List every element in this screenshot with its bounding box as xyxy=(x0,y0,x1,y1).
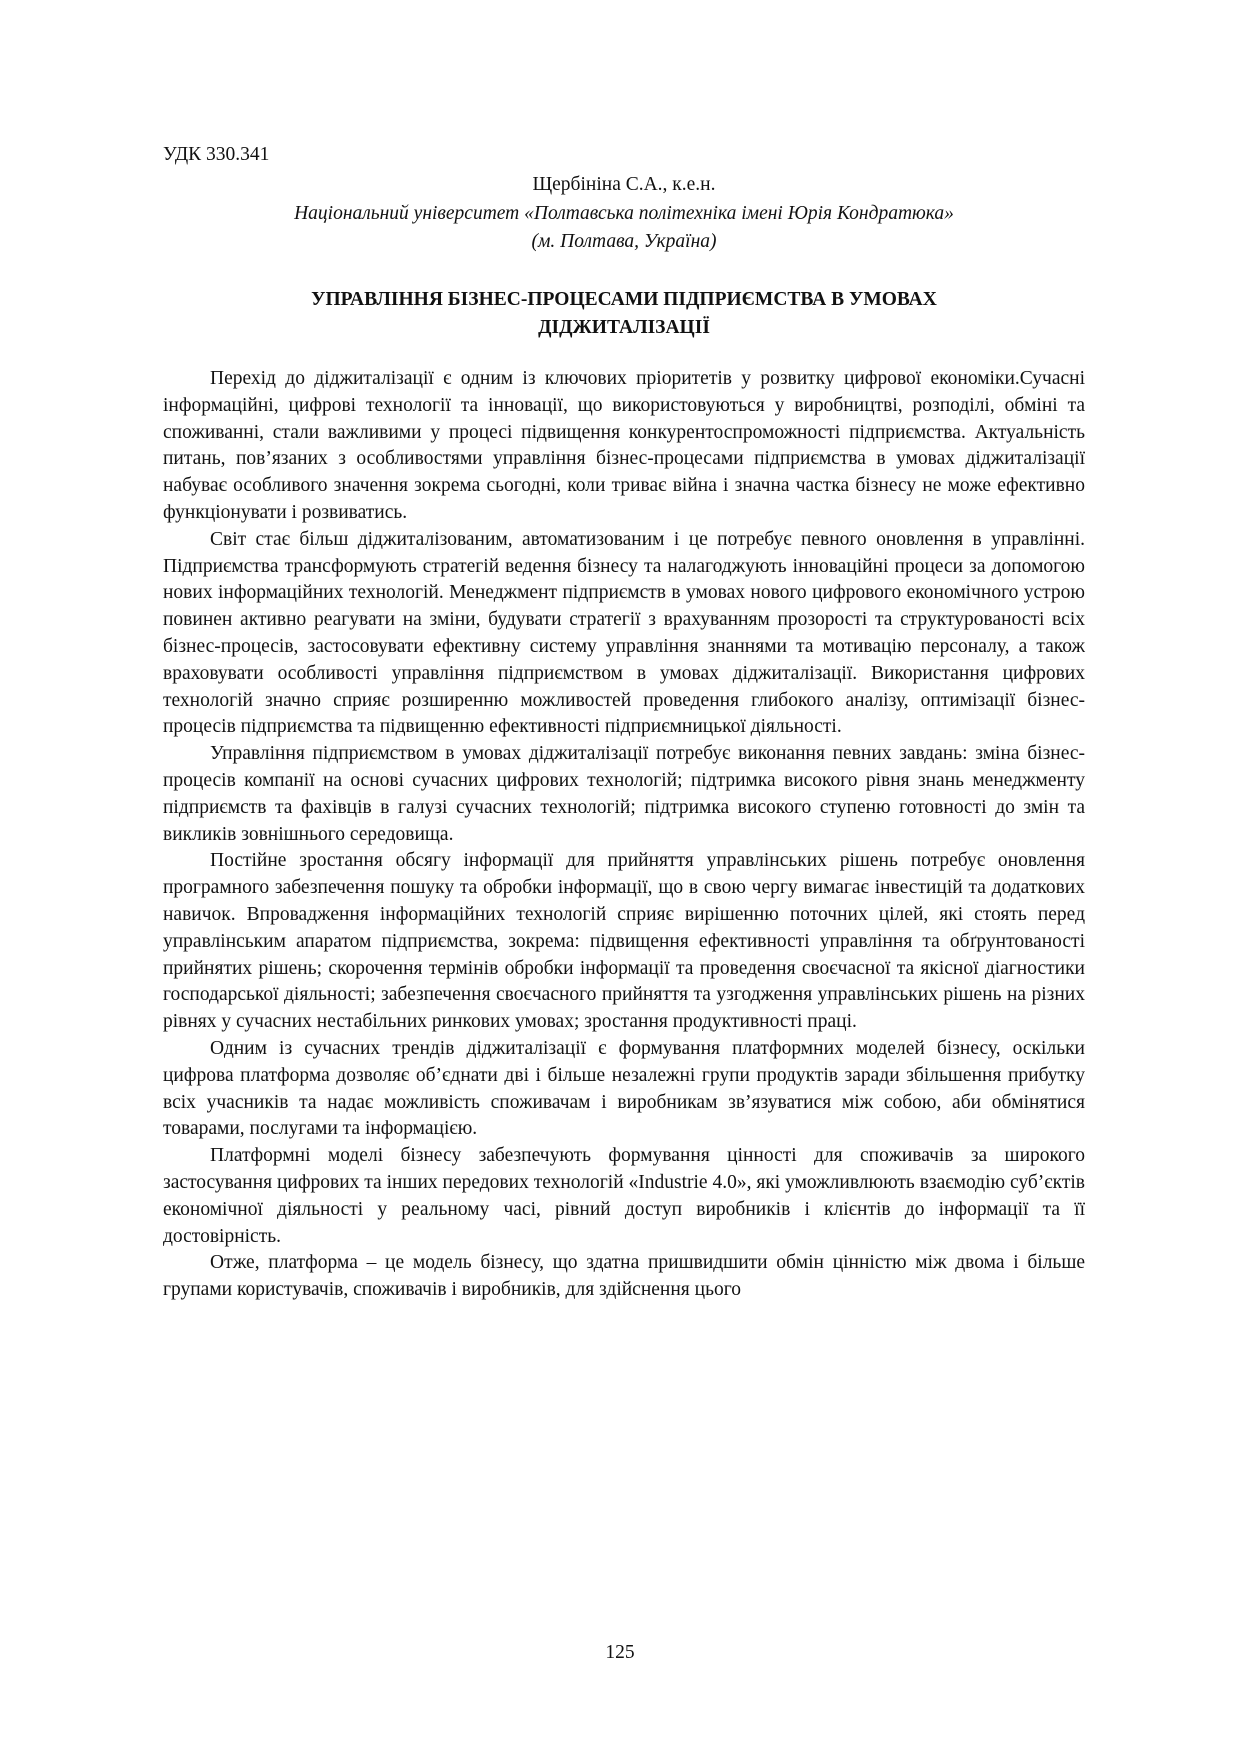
affiliation-location: (м. Полтава, Україна) xyxy=(531,231,717,252)
paragraph: Одним із сучасних трендів діджиталізації є формування платформних моделей бізнесу, оскільки цифрова платформа дозволяє об’єднати дві і більше незалежні групи продуктів заради збільшення прибутку всіх учасників та надає можливість споживачам і виробникам зв’язуватися між собою, аби обмінятися товарами, послугами та інформацією. xyxy=(163,1037,1085,1140)
paper-title-line-1: УПРАВЛІННЯ БІЗНЕС-ПРОЦЕСАМИ ПІДПРИЄМСТВА В УМОВАХ xyxy=(311,289,937,310)
paragraph: Постійне зростання обсягу інформації для прийняття управлінських рішень потребує оновлення програмного забезпечення пошуку та обробки інформації, що в свою чергу вимагає інвестицій та додаткових навичок. Впровадження інформаційних технологій сприяє вирішенню поточних цілей, які стоять перед управлінським апаратом підприємства, зокрема: підвищення ефективності управління та обґрунтованості прийнятих рішень; скорочення термінів обробки інформації та проведення своєчасної та якісної діагностики господарської діяльності; забезпечення своєчасного прийняття та узгодження управлінських рішень на різних рівнях у сучасних нестабільних ринкових умовах; зростання продуктивності праці. xyxy=(163,850,1085,1033)
page-number: 125 xyxy=(605,1642,635,1663)
udc-code: УДК 330.341 xyxy=(163,144,270,165)
paper-title-line-2: ДІДЖИТАЛІЗАЦІЇ xyxy=(538,317,710,338)
paragraph: Отже, платформа – це модель бізнесу, що здатна пришвидшити обмін цінністю між двома і більше групами користувачів, споживачів і виробників, для здійснення цього xyxy=(163,1252,1085,1301)
author-name: Щербініна С.А., к.е.н. xyxy=(532,174,716,195)
paper-title xyxy=(163,286,1085,342)
paper-page xyxy=(163,140,1085,1304)
body-text xyxy=(163,366,1085,1304)
paragraph: Світ стає більш діджиталізованим, автоматизованим і це потребує певного оновлення в управлінні. Підприємства трансформують стратегій ведення бізнесу та налагоджують інноваційні процеси за допомогою нових інформаційних технологій. Менеджмент підприємств в умовах нового цифрового економічного устрою повинен активно реагувати на зміни, будувати стратегії з врахуванням прозорості та структурованості всіх бізнес-процесів, застосовувати ефективну систему управління знаннями та мотивацію персоналу, а також враховувати особливості управління підприємством в умовах діджиталізації. Використання цифрових технологій значно сприяє розширенню можливостей проведення глибокого аналізу, оптимізації бізнес-процесів підприємства та підвищенню ефективності підприємницької діяльності. xyxy=(163,528,1085,738)
affiliation: Національний університет «Полтавська політехніка імені Юрія Кондратюка» xyxy=(294,203,954,224)
paragraph: Перехід до діджиталізації є одним із ключових пріоритетів у розвитку цифрової економіки.Сучасні інформаційні, цифрові технології та інновації, що використовуються у виробництві, розподілі, обміні та споживанні, стали важливими у процесі підвищення конкурентоспроможності підприємства. Актуальність питань, пов’язаних з особливостями управління бізнес-процесами підприємства в умовах діджиталізації набуває особливого значення зокрема сьогодні, коли триває війна і значна частка бізнесу не може ефективно функціонувати і розвиватись. xyxy=(163,368,1085,523)
paragraph: Управління підприємством в умовах діджиталізації потребує виконання певних завдань: зміна бізнес-процесів компанії на основі сучасних цифрових технологій; підтримка високого рівня знань менеджменту підприємств та фахівців в галузі сучасних технологій; підтримка високого ступеню готовності до змін та викликів зовнішнього середовища. xyxy=(163,743,1085,845)
paragraph: Платформні моделі бізнесу забезпечують формування цінності для споживачів за широкого застосування цифрових та інших передових технологій «Industrie 4.0», які уможливлюють взаємодію суб’єктів економічної діяльності у реальному часі, рівний доступ виробників і клієнтів до інформації та її достовірність. xyxy=(163,1145,1085,1247)
